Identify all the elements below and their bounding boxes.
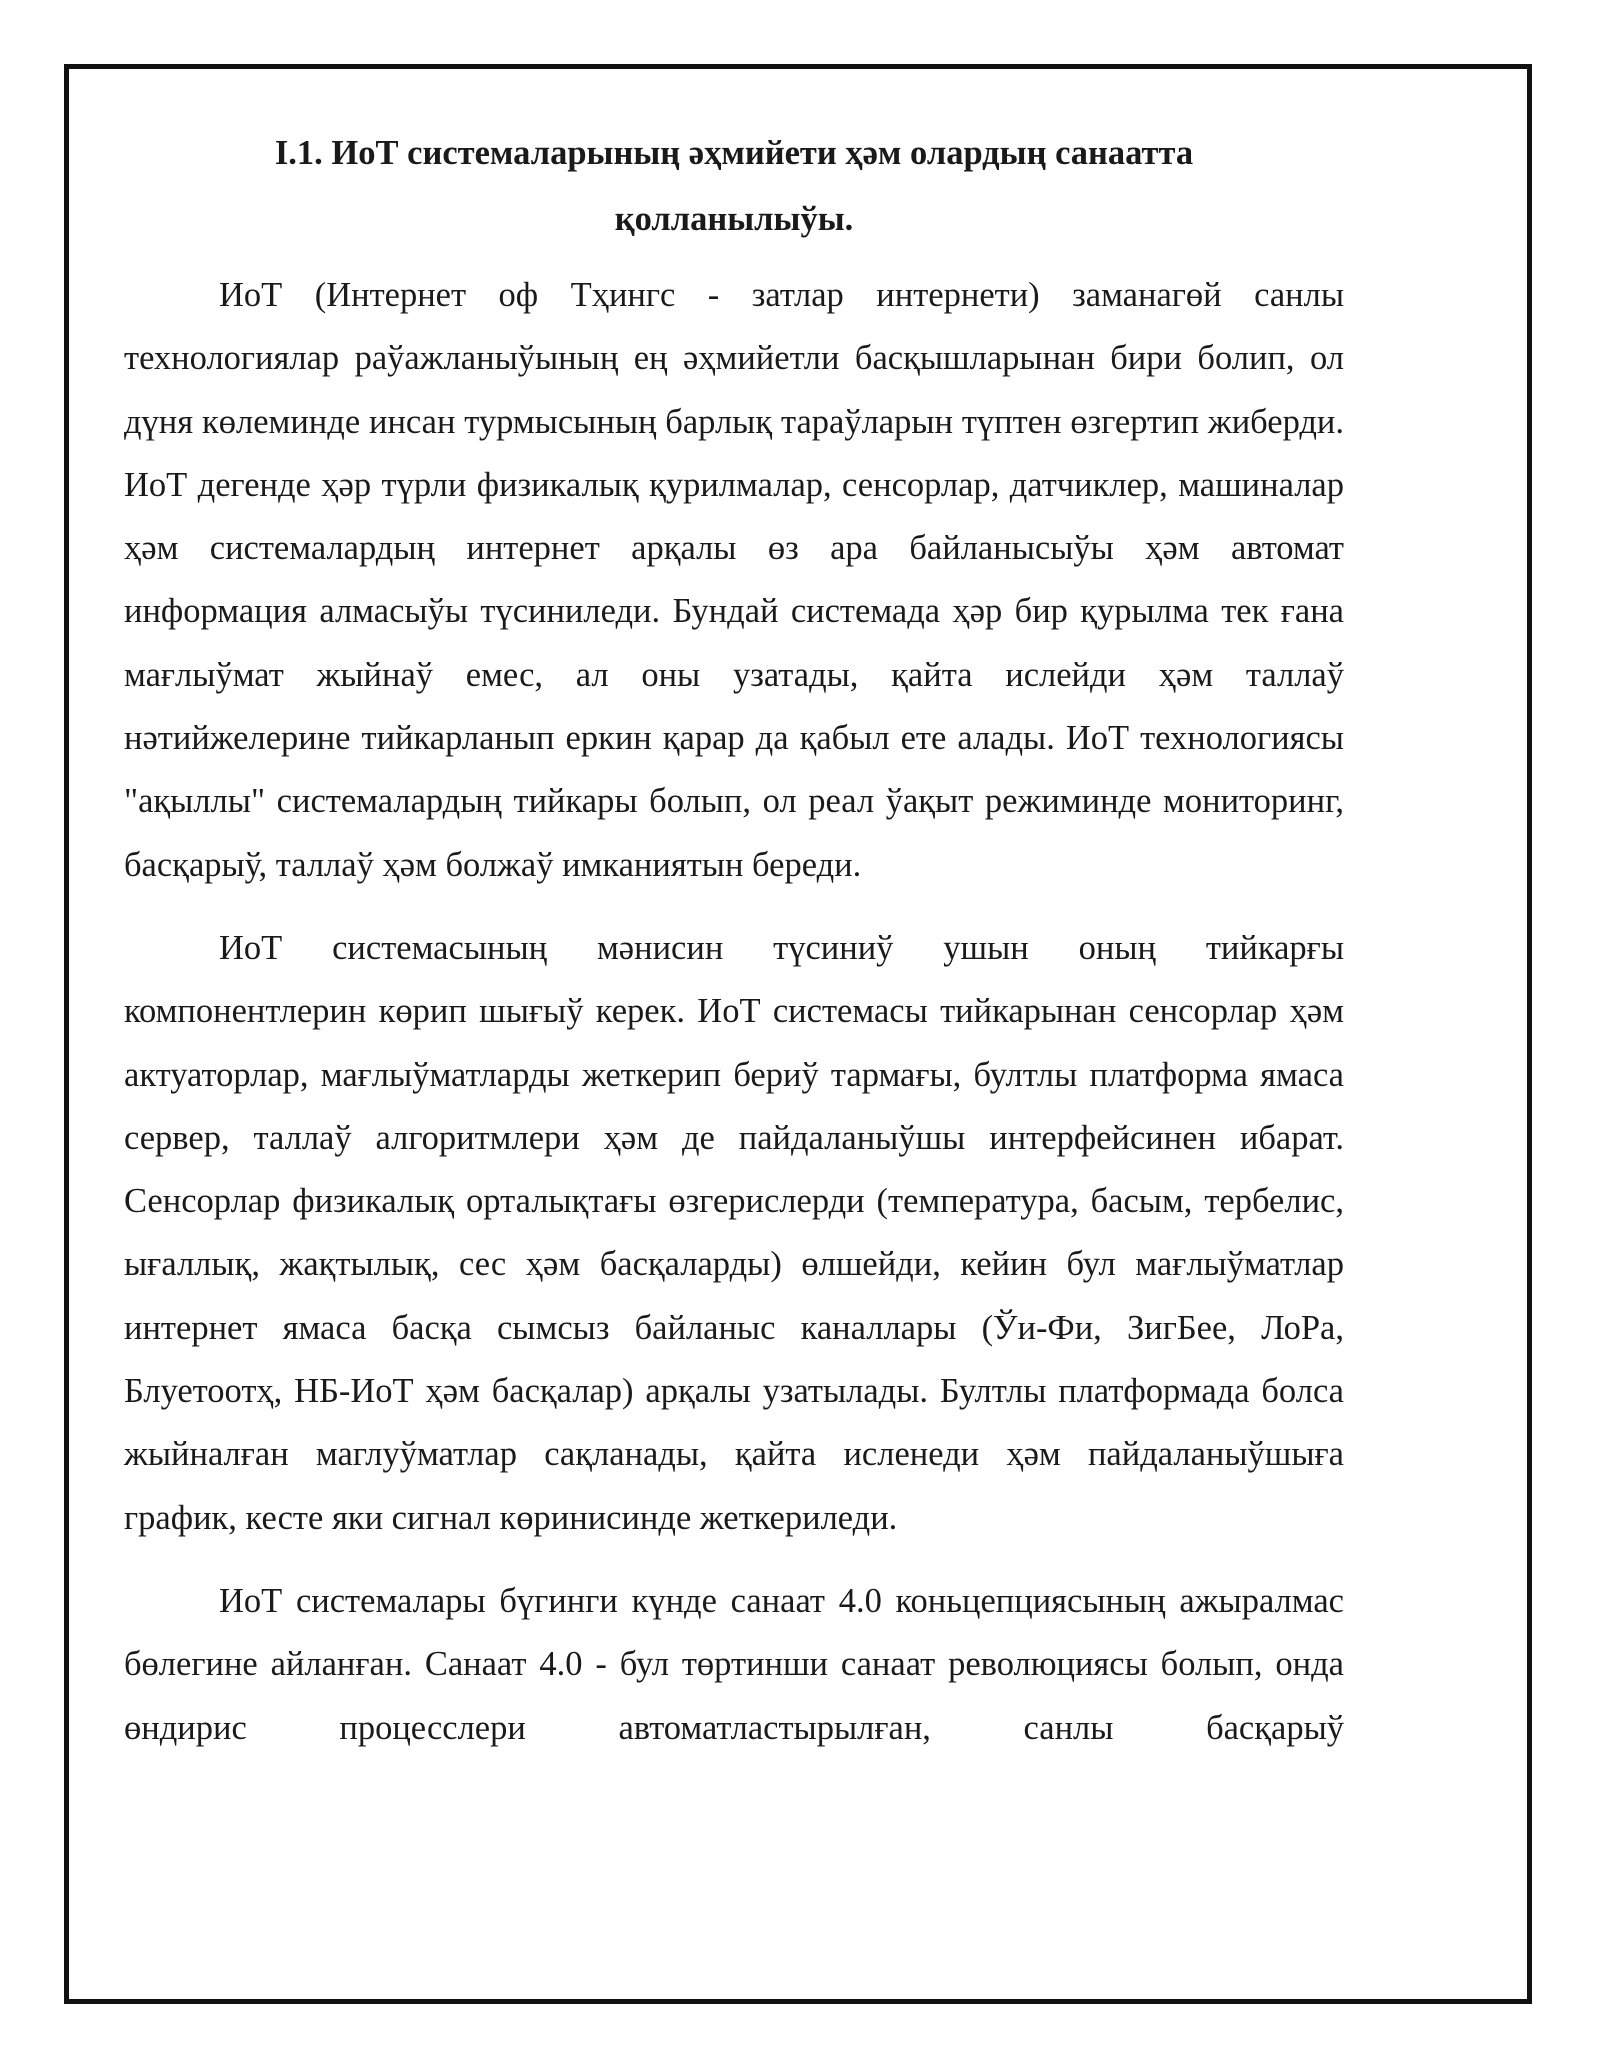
paragraph-2: ИоТ системасының мәнисин түсиниў ушын оның тийкарғы компонентлерин көрип шығыў керек. ИоТ системасы тийкарынан сенсорлар ҳәм актуаторлар, мағлыўматларды жеткерип бериў тармағы, бултлы платформа ямаса сервер, таллаў алгоритмлери ҳәм де пайдаланыўшы интерфейсинен ибарат. Сенсорлар физикалық орталықтағы өзгерислерди (температура, басым, тербелис, ығаллық, жақтылық, сес ҳәм басқаларды) өлшейди, кейин бул мағлыўматлар интернет ямаса басқа сымсыз байланыс каналлары (Ўи-Фи, ЗигБее, ЛоРа, Блуетоотҳ, НБ-ИоТ ҳәм басқалар) арқалы узатылады. Бултлы платформада болса жыйналған маглуўматлар сақланады, қайта исленеди ҳәм пайдаланыўшыға график, кесте яки сигнал көринисинде жеткериледи. xyxy=(124,928,1344,1537)
section-heading xyxy=(124,120,1344,252)
section-heading-line-2: қолланылыўы. xyxy=(614,200,854,238)
paragraph-3: ИоТ системалары бүгинги күнде санаат 4.0 коньцепциясының ажыралмас бөлегине айланған. Санаат 4.0 - бул төртинши санаат революциясы болып, онда өндирис процесслери автоматластырылған, санлы басқарыў xyxy=(124,1581,1344,1747)
document-body xyxy=(124,120,1344,1760)
section-heading-line-1: I.1. ИоТ системаларының әҳмийети ҳәм олардың санаатта xyxy=(274,134,1194,172)
paragraph-1: ИоТ (Интернет оф Тҳингс - затлар интернети) заманагөй санлы технологиялар раўажланыўының ең әҳмийетли басқышларынан бири болип, ол дүня көлеминде инсан турмысының барлық тараўларын түптен өзгертип жиберди. ИоТ дегенде ҳәр түрли физикалық қурилмалар, сенсорлар, датчиклер, машиналар ҳәм системалардың интернет арқалы өз ара байланысыўы ҳәм автомат информация алмасыўы түсиниледи. Бундай системада ҳәр бир қурылма тек ғана мағлыўмат жыйнаў емес, ал оны узатады, қайта ислейди ҳәм таллаў нәтийжелерине тийкарланып еркин қарар да қабыл ете алады. ИоТ технологиясы "ақыллы" системалардың тийкары болып, ол реал ўақыт режиминде мониторинг, басқарыў, таллаў ҳәм болжаў имканиятын береди. xyxy=(124,276,1344,884)
